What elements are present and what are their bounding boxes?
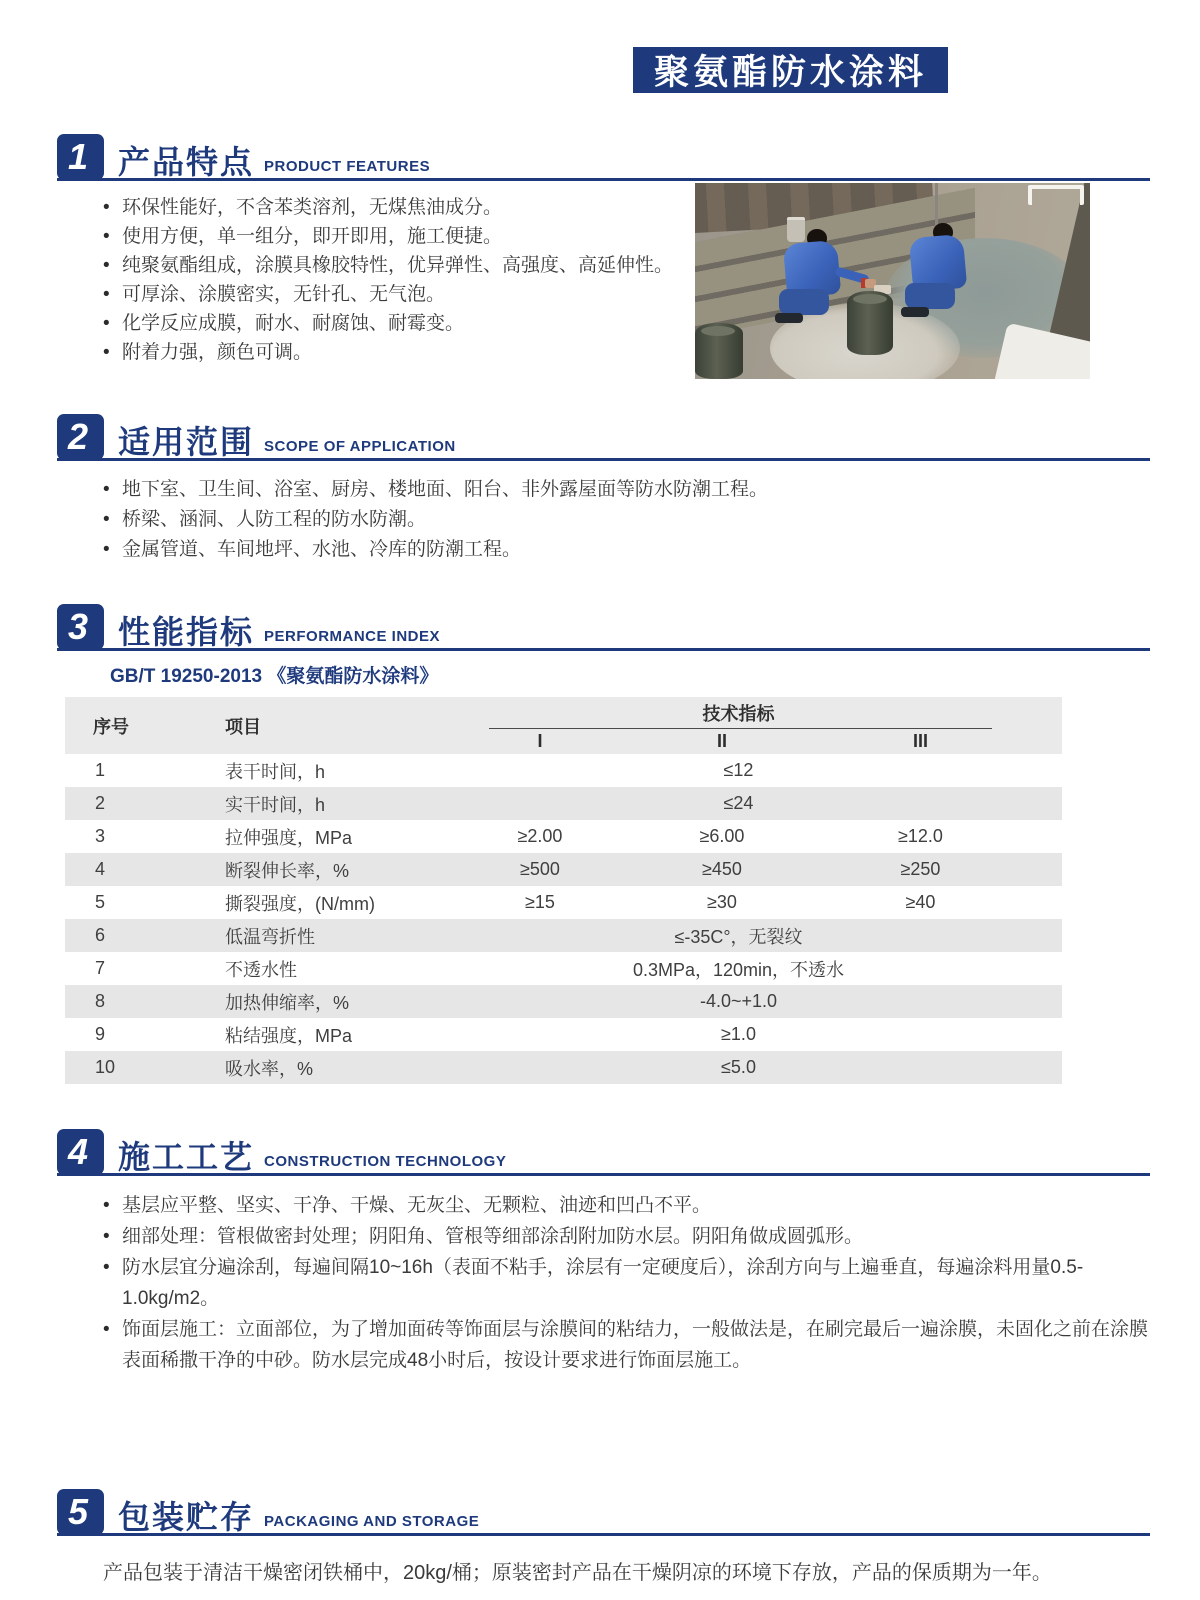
cell-value: -4.0~+1.0 bbox=[699, 991, 778, 1011]
cell-no: 6 bbox=[95, 925, 106, 945]
cell-value-grade-3: ≥12.0 bbox=[898, 826, 943, 846]
worker-shoe bbox=[901, 307, 929, 317]
section-title: 性能指标 bbox=[118, 614, 255, 650]
bullet-text: 饰面层施工：立面部位，为了增加面砖等饰面层与涂膜间的粘结力，一般做法是，在刷完最后一遍涂膜，未固化之前在涂膜表面稀撒干净的中砂。防水层完成48小时后，按设计要求进行饰面层施工。 bbox=[122, 1319, 1149, 1371]
bullet-icon: • bbox=[103, 1226, 110, 1247]
section-construction-technology bbox=[0, 1121, 1200, 1376]
cell-item: 加热伸缩率，% bbox=[225, 992, 350, 1013]
list-item bbox=[103, 280, 680, 309]
bullet-text: 基层应平整、坚实、干净、干燥、无灰尘、无颗粒、油迹和凹凸不平。 bbox=[122, 1195, 712, 1216]
bullet-icon: • bbox=[103, 1319, 110, 1340]
photo-worker-right bbox=[903, 223, 1003, 338]
cell-item: 表干时间，h bbox=[225, 761, 326, 782]
list-item bbox=[103, 1221, 1150, 1252]
table-row bbox=[65, 820, 1062, 853]
cell-value-grade-2: ≥6.00 bbox=[699, 826, 745, 846]
cell-value-grade-3: ≥250 bbox=[900, 859, 941, 879]
cell-item: 实干时间，h bbox=[225, 794, 326, 815]
bullet-icon: • bbox=[103, 284, 110, 305]
table-row bbox=[65, 754, 1062, 787]
bullet-text: 化学反应成膜，耐水、耐腐蚀、耐霉变。 bbox=[122, 313, 465, 334]
table-row bbox=[65, 886, 1062, 919]
cell-no: 5 bbox=[95, 892, 106, 912]
bullet-text: 纯聚氨酯组成，涂膜具橡胶特性，优异弹性、高强度、高延伸性。 bbox=[122, 255, 674, 276]
cell-value-grade-2: ≥30 bbox=[707, 892, 737, 912]
drum-lid bbox=[853, 294, 887, 304]
worker-legs bbox=[905, 283, 955, 309]
cell-item: 不透水性 bbox=[225, 959, 297, 980]
cell-value: ≤12 bbox=[723, 760, 754, 780]
list-item bbox=[103, 338, 680, 367]
cell-value-grade-3: ≥40 bbox=[905, 892, 936, 912]
cell-no: 4 bbox=[95, 859, 106, 879]
table-row bbox=[65, 985, 1062, 1018]
cell-value: 0.3MPa，120min，不透水 bbox=[632, 959, 845, 980]
list-item bbox=[103, 251, 680, 280]
section-product-features bbox=[0, 126, 1200, 367]
section-number-badge: 5 bbox=[57, 1489, 104, 1535]
bullet-icon: • bbox=[103, 509, 110, 530]
header-cell-item: 项目 bbox=[225, 716, 261, 737]
table-row bbox=[65, 919, 1062, 952]
cell-item: 拉伸强度，MPa bbox=[225, 827, 353, 848]
list-item bbox=[103, 505, 1150, 535]
header-grade-2: II bbox=[716, 730, 727, 751]
table-row bbox=[65, 1051, 1062, 1084]
cell-value-grade-1: ≥2.00 bbox=[517, 826, 563, 846]
bullet-text: 桥梁、涵洞、人防工程的防水防潮。 bbox=[122, 509, 427, 530]
worker-shoe bbox=[775, 313, 803, 323]
cell-no: 9 bbox=[95, 1024, 106, 1044]
bullet-text: 地下室、卫生间、浴室、厨房、楼地面、阳台、非外露屋面等防水防潮工程。 bbox=[122, 479, 769, 500]
photo-pole bbox=[935, 183, 938, 227]
section-header bbox=[57, 126, 1150, 181]
packaging-text: 产品包装于清洁干燥密闭铁桶中，20kg/桶；原装密封产品在干燥阴凉的环境下存放，产品的保质期为一年。 bbox=[103, 1562, 1052, 1584]
bullet-icon: • bbox=[103, 479, 110, 500]
section-title: 产品特点 bbox=[118, 144, 255, 180]
cell-value: ≤5.0 bbox=[721, 1057, 756, 1077]
header-divider bbox=[489, 728, 992, 729]
cell-no: 3 bbox=[95, 826, 106, 846]
cell-value-grade-1: ≥15 bbox=[525, 892, 555, 912]
bullet-icon: • bbox=[103, 1195, 110, 1216]
section-performance-index bbox=[0, 596, 1200, 1084]
cell-item: 断裂伸长率，% bbox=[225, 860, 350, 881]
cell-item: 粘结强度，MPa bbox=[225, 1025, 353, 1046]
section-subtitle: PRODUCT FEATURES bbox=[264, 158, 431, 175]
feature-list bbox=[103, 193, 680, 367]
header-grade-3: III bbox=[912, 730, 928, 751]
section-number-badge: 4 bbox=[57, 1129, 104, 1175]
section-title: 适用范围 bbox=[118, 424, 255, 460]
list-item bbox=[103, 1190, 1150, 1221]
bullet-text: 附着力强，颜色可调。 bbox=[122, 342, 313, 363]
list-item bbox=[103, 193, 680, 222]
header-grade-1: I bbox=[537, 730, 543, 751]
cell-no: 7 bbox=[95, 958, 106, 978]
list-item bbox=[103, 1252, 1150, 1314]
section-subtitle: CONSTRUCTION TECHNOLOGY bbox=[264, 1153, 507, 1170]
cell-item: 低温弯折性 bbox=[225, 926, 315, 947]
bullet-text: 使用方便，单一组分，即开即用，施工便捷。 bbox=[122, 226, 503, 247]
section-subtitle: PERFORMANCE INDEX bbox=[264, 628, 441, 645]
bullet-icon: • bbox=[103, 1257, 110, 1278]
header-cell-tech-index: 技术指标 bbox=[702, 704, 775, 724]
standard-reference: GB/T 19250-2013 《聚氨酯防水涂料》 bbox=[110, 666, 439, 687]
section-packaging-storage bbox=[0, 1481, 1200, 1585]
bullet-icon: • bbox=[103, 226, 110, 247]
section-header bbox=[57, 1121, 1150, 1176]
scope-list bbox=[103, 475, 1150, 565]
cell-no: 10 bbox=[95, 1057, 116, 1077]
list-item bbox=[103, 309, 680, 338]
cell-item: 吸水率，% bbox=[225, 1058, 314, 1079]
section-subtitle: PACKAGING AND STORAGE bbox=[264, 1513, 480, 1530]
table-row bbox=[65, 952, 1062, 985]
drum-lid bbox=[701, 326, 735, 336]
cell-item: 撕裂强度，(N/mm) bbox=[225, 893, 375, 914]
worker-legs bbox=[779, 289, 829, 315]
construction-list bbox=[103, 1190, 1150, 1376]
cell-value-grade-1: ≥500 bbox=[520, 859, 560, 879]
section-header bbox=[57, 596, 1150, 651]
list-item bbox=[103, 475, 1150, 505]
table-row bbox=[65, 787, 1062, 820]
cell-value-grade-2: ≥450 bbox=[702, 859, 742, 879]
photo-drum-left bbox=[695, 323, 743, 379]
header-cell-no: 序号 bbox=[93, 716, 129, 737]
list-item bbox=[103, 222, 680, 251]
section-number-badge: 3 bbox=[57, 604, 104, 650]
bullet-icon: • bbox=[103, 313, 110, 334]
section-header bbox=[57, 1481, 1150, 1536]
section-scope-of-application bbox=[0, 406, 1200, 565]
bullet-text: 环保性能好，不含苯类溶剂，无煤焦油成分。 bbox=[122, 197, 503, 218]
bullet-text: 可厚涂、涂膜密实，无针孔、无气泡。 bbox=[122, 284, 446, 305]
section-number-badge: 2 bbox=[57, 414, 104, 460]
section-title: 包装贮存 bbox=[118, 1499, 255, 1535]
bullet-icon: • bbox=[103, 539, 110, 560]
table-header bbox=[65, 697, 1062, 754]
section-header bbox=[57, 406, 1150, 461]
bullet-icon: • bbox=[103, 342, 110, 363]
photo-drum-center bbox=[847, 291, 893, 355]
cell-no: 2 bbox=[95, 793, 106, 813]
bullet-icon: • bbox=[103, 255, 110, 276]
section-title: 施工工艺 bbox=[118, 1139, 255, 1175]
photo-railing bbox=[1028, 185, 1084, 205]
bullet-text: 防水层宜分遍涂刮，每遍间隔10~16h（表面不粘手，涂层有一定硬度后），涂刮方向与上遍垂直，每遍涂料用量0.5-1.0kg/m2。 bbox=[122, 1257, 1084, 1309]
bullet-text: 细部处理：管根做密封处理；阴阳角、管根等细部涂刮附加防水层。阴阳角做成圆弧形。 bbox=[122, 1226, 864, 1247]
section-subtitle: SCOPE OF APPLICATION bbox=[264, 438, 456, 455]
cell-value: ≥1.0 bbox=[721, 1024, 756, 1044]
application-photo bbox=[695, 183, 1090, 379]
bullet-icon: • bbox=[103, 197, 110, 218]
cell-no: 1 bbox=[95, 760, 106, 780]
section-number-badge: 1 bbox=[57, 134, 104, 180]
bullet-text: 金属管道、车间地坪、水池、冷库的防潮工程。 bbox=[122, 539, 522, 560]
performance-table bbox=[65, 697, 1062, 1084]
cell-value: ≤-35C°，无裂纹 bbox=[674, 926, 803, 947]
list-item bbox=[103, 1314, 1150, 1376]
cell-no: 8 bbox=[95, 991, 106, 1011]
table-row bbox=[65, 853, 1062, 886]
table-row bbox=[65, 1018, 1062, 1051]
page-title: 聚氨酯防水涂料 bbox=[633, 47, 948, 93]
list-item bbox=[103, 535, 1150, 565]
cell-value: ≤24 bbox=[723, 793, 754, 813]
